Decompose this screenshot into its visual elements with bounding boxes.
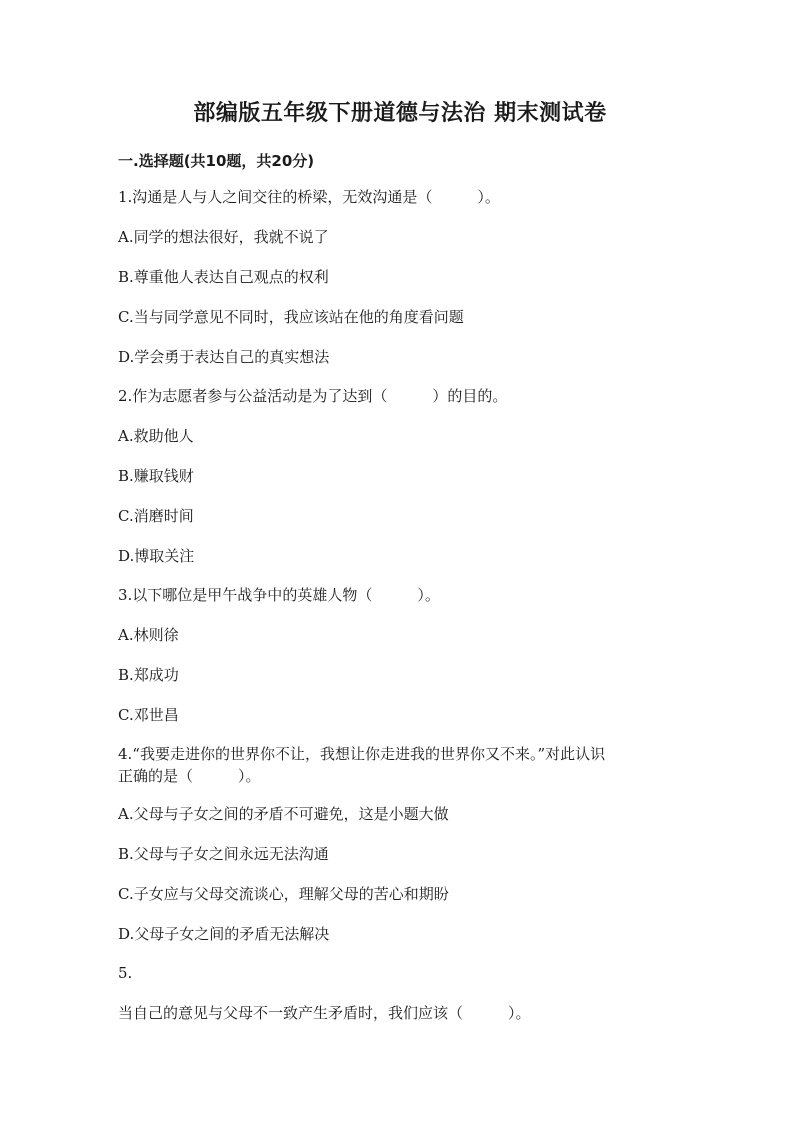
- question-4-stem-line1: 4.“我要走进你的世界你不让，我想让你走进我的世界你又不来。”对此认识: [118, 745, 606, 763]
- question-4-stem-line2: 正确的是（ ）。: [118, 767, 261, 785]
- page-title: 部编版五年级下册道德与法治 期末测试卷: [193, 101, 607, 126]
- question-2-option-d: D.博取关注: [118, 547, 195, 565]
- question-1-option-d: D.学会勇于表达自己的真实想法: [118, 348, 330, 366]
- question-3-option-a: A.林则徐: [118, 626, 179, 644]
- question-1-option-b: B.尊重他人表达自己观点的权利: [118, 268, 329, 286]
- question-1-option-c: C.当与同学意见不同时，我应该站在他的角度看问题: [118, 308, 464, 326]
- section-heading: 一.选择题(共10题，共20分): [118, 152, 315, 170]
- question-1-stem: 1.沟通是人与人之间交往的桥梁，无效沟通是（ ）。: [118, 188, 500, 206]
- question-3-option-c: C.邓世昌: [118, 706, 179, 724]
- question-2-option-a: A.救助他人: [118, 427, 194, 445]
- question-2-stem: 2.作为志愿者参与公益活动是为了达到（ ）的目的。: [118, 387, 508, 405]
- question-5-stem: 当自己的意见与父母不一致产生矛盾时，我们应该（ ）。: [118, 1004, 531, 1022]
- question-4-option-c: C.子女应与父母交流谈心，理解父母的苦心和期盼: [118, 885, 449, 903]
- question-2-option-c: C.消磨时间: [118, 507, 194, 525]
- question-3-option-b: B.郑成功: [118, 666, 179, 684]
- question-2-option-b: B.赚取钱财: [118, 467, 194, 485]
- question-3-stem: 3.以下哪位是甲午战争中的英雄人物（ ）。: [118, 586, 440, 604]
- question-4-option-a: A.父母与子女之间的矛盾不可避免，这是小题大做: [118, 805, 449, 823]
- question-5-number: 5.: [118, 964, 133, 982]
- question-4-option-b: B.父母与子女之间永远无法沟通: [118, 845, 329, 863]
- question-1-option-a: A.同学的想法很好，我就不说了: [118, 228, 329, 246]
- question-4-option-d: D.父母子女之间的矛盾无法解决: [118, 925, 330, 943]
